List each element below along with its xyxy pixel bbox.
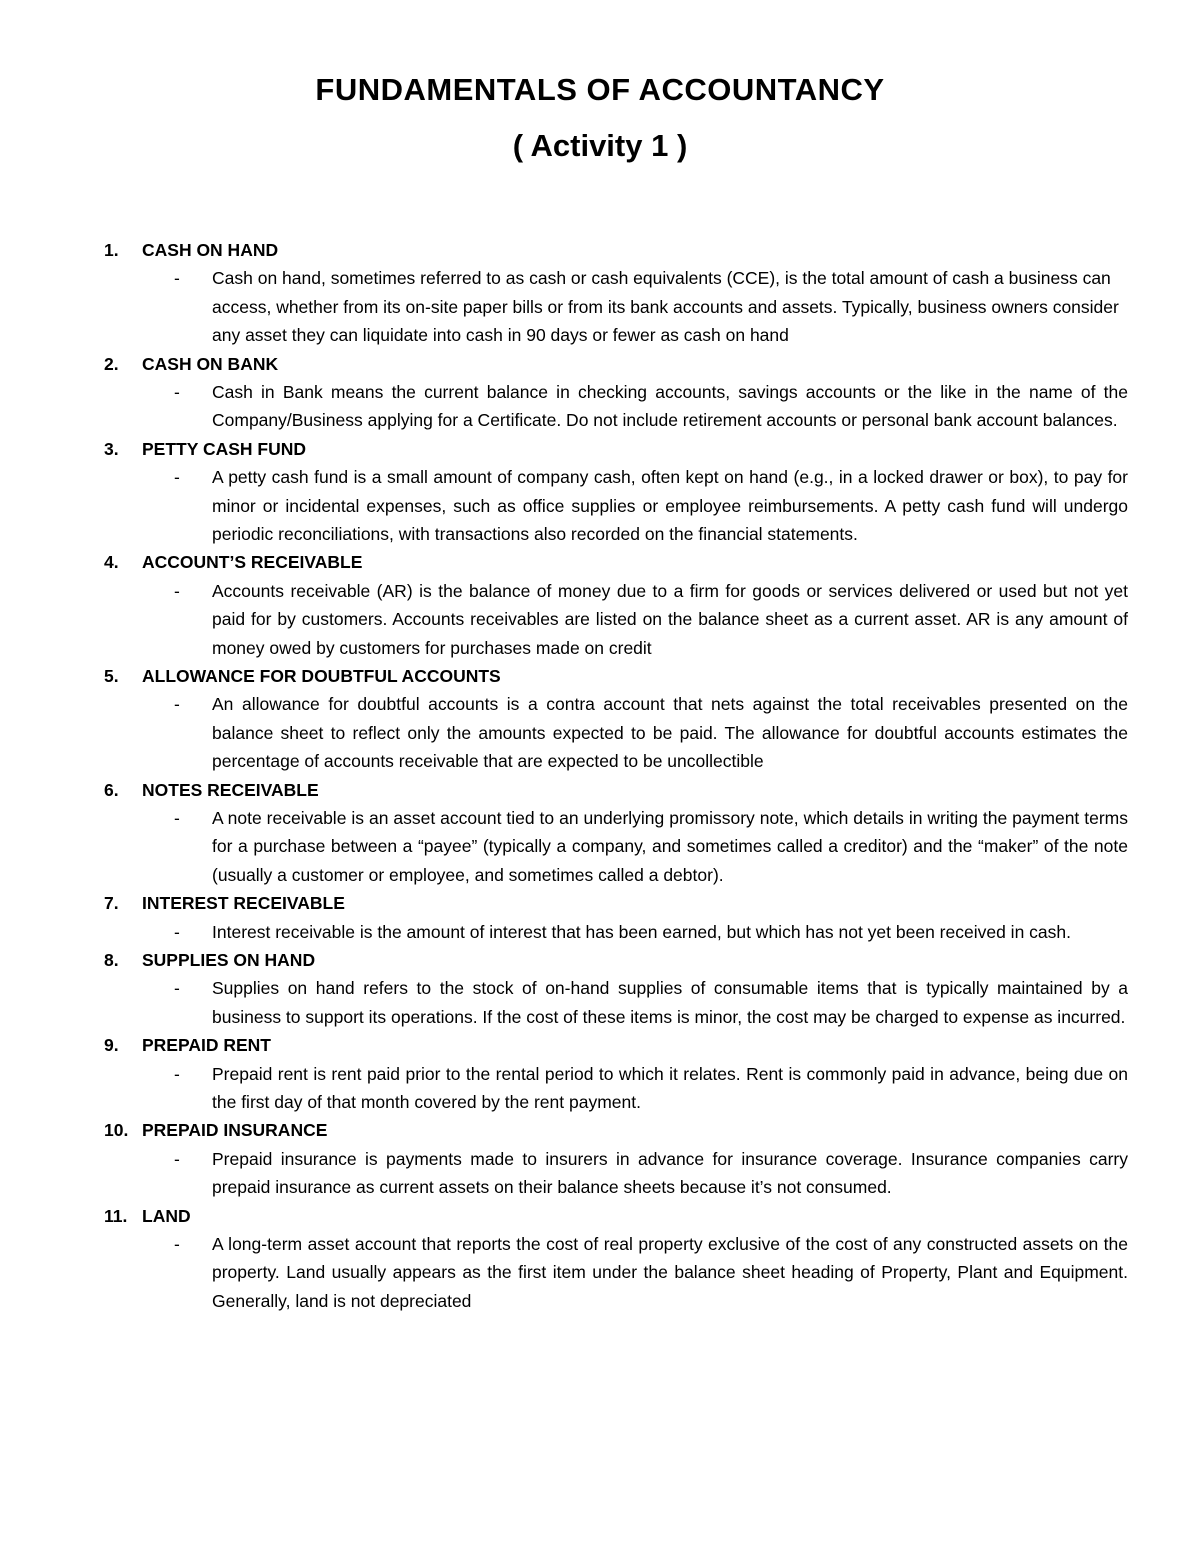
item-number: 6.: [104, 779, 119, 800]
list-item: [0, 889, 1200, 946]
item-number: 7.: [104, 893, 119, 914]
item-heading: PETTY CASH FUND: [142, 438, 306, 459]
list-item: [0, 548, 1200, 662]
dash-bullet: -: [174, 1234, 180, 1255]
list-item: [0, 946, 1200, 1031]
dash-bullet: -: [174, 467, 180, 488]
item-description: Prepaid rent is rent paid prior to the rental period to which it relates. Rent is commonly paid in advance, being due on the first day of that month covered by the rent payment.: [212, 1063, 1128, 1113]
list-item: [0, 776, 1200, 890]
item-description: Accounts receivable (AR) is the balance of money due to a firm for goods or services delivered or used but not yet paid for by customers. Accounts receivables are listed on the balance sheet as a current asset. AR is any amount of money owed by customers for purchases made on credit: [212, 580, 1128, 658]
list-item: [0, 236, 1200, 350]
list-item: [0, 1031, 1200, 1116]
item-number: 1.: [104, 240, 119, 260]
item-description: A long-term asset account that reports the cost of real property exclusive of the cost of any constructed assets on the property. Land usually appears as the first item under the balance sheet heading of Property, Plant and Equipment. Generally, land is not depreciated: [212, 1234, 1128, 1311]
item-heading: ACCOUNT’S RECEIVABLE: [142, 552, 363, 573]
item-heading: INTEREST RECEIVABLE: [142, 893, 345, 914]
dash-bullet: -: [174, 921, 180, 942]
item-description: Interest receivable is the amount of interest that has been earned, but which has not yet been received in cash.: [212, 921, 1071, 942]
dash-bullet: -: [174, 694, 180, 715]
item-heading: PREPAID RENT: [142, 1035, 271, 1056]
item-description: A petty cash fund is a small amount of company cash, often kept on hand (e.g., in a locked drawer or box), to pay for minor or incidental expenses, such as office supplies or employee reimbursements. A petty cash fund will undergo periodic reconciliations, with transactions also recorded on the financial statements.: [212, 467, 1128, 545]
item-number: 4.: [104, 552, 119, 573]
document-title: FUNDAMENTALS OF ACCOUNTANCY: [315, 72, 885, 107]
item-heading: LAND: [142, 1205, 191, 1226]
item-description: Supplies on hand refers to the stock of on-hand supplies of consumable items that is typically maintained by a business to support its operations. If the cost of these items is minor, the cost may be charged to expense as incurred.: [212, 978, 1128, 1027]
item-number: 9.: [104, 1035, 119, 1056]
item-description: Cash in Bank means the current balance in checking accounts, savings accounts or the like in the name of the Company/Business applying for a Certificate. Do not include retirement accounts or personal bank account balances.: [212, 382, 1128, 431]
item-heading: SUPPLIES ON HAND: [142, 950, 316, 971]
dash-bullet: -: [174, 382, 180, 402]
dash-bullet: -: [174, 1063, 180, 1084]
list-item: [0, 435, 1200, 549]
list-item: [0, 350, 1200, 435]
dash-bullet: -: [174, 580, 180, 601]
item-description: A note receivable is an asset account tied to an underlying promissory note, which details in writing the payment terms for a purchase between a “payee” (typically a company, and sometimes called a creditor) and the “maker” of the note (usually a customer or employee, and sometimes called a debtor).: [212, 808, 1128, 885]
term-list: [0, 236, 1200, 1315]
list-item: [0, 662, 1200, 776]
item-description: An allowance for doubtful accounts is a contra account that nets against the total receivables presented on the balance sheet to reflect only the amounts expected to be paid. The allowance for doubtful accounts estimates the percentage of accounts receivable that are expected to be uncollectible: [212, 694, 1128, 772]
dash-bullet: -: [174, 808, 180, 829]
item-description: Prepaid insurance is payments made to insurers in advance for insurance coverage. Insurance companies carry prepaid insurance as current assets on their balance sheets because it’s not consumed.: [212, 1148, 1128, 1198]
dash-bullet: -: [174, 268, 180, 289]
item-number: 8.: [104, 950, 119, 971]
item-heading: PREPAID INSURANCE: [142, 1120, 328, 1141]
dash-bullet: -: [174, 1148, 180, 1169]
item-number: 11.: [104, 1205, 128, 1226]
item-heading: CASH ON BANK: [142, 353, 279, 374]
item-heading: NOTES RECEIVABLE: [142, 779, 319, 800]
item-description: Cash on hand, sometimes referred to as cash or cash equivalents (CCE), is the total amount of cash a business can access, whether from its on-site paper bills or from its bank accounts and assets. Typically, business owners consider any asset they can liquidate into cash in 90 days or fewer as cash on hand: [212, 268, 1119, 346]
list-item: [0, 1202, 1200, 1316]
list-item: [0, 1116, 1200, 1201]
item-number: 2.: [104, 353, 119, 374]
document-subtitle: ( Activity 1 ): [512, 128, 688, 163]
item-heading: CASH ON HAND: [142, 240, 279, 260]
item-number: 3.: [104, 438, 119, 459]
dash-bullet: -: [174, 978, 180, 999]
item-heading: ALLOWANCE FOR DOUBTFUL ACCOUNTS: [142, 666, 501, 687]
item-number: 10.: [104, 1120, 129, 1141]
item-number: 5.: [104, 666, 119, 687]
